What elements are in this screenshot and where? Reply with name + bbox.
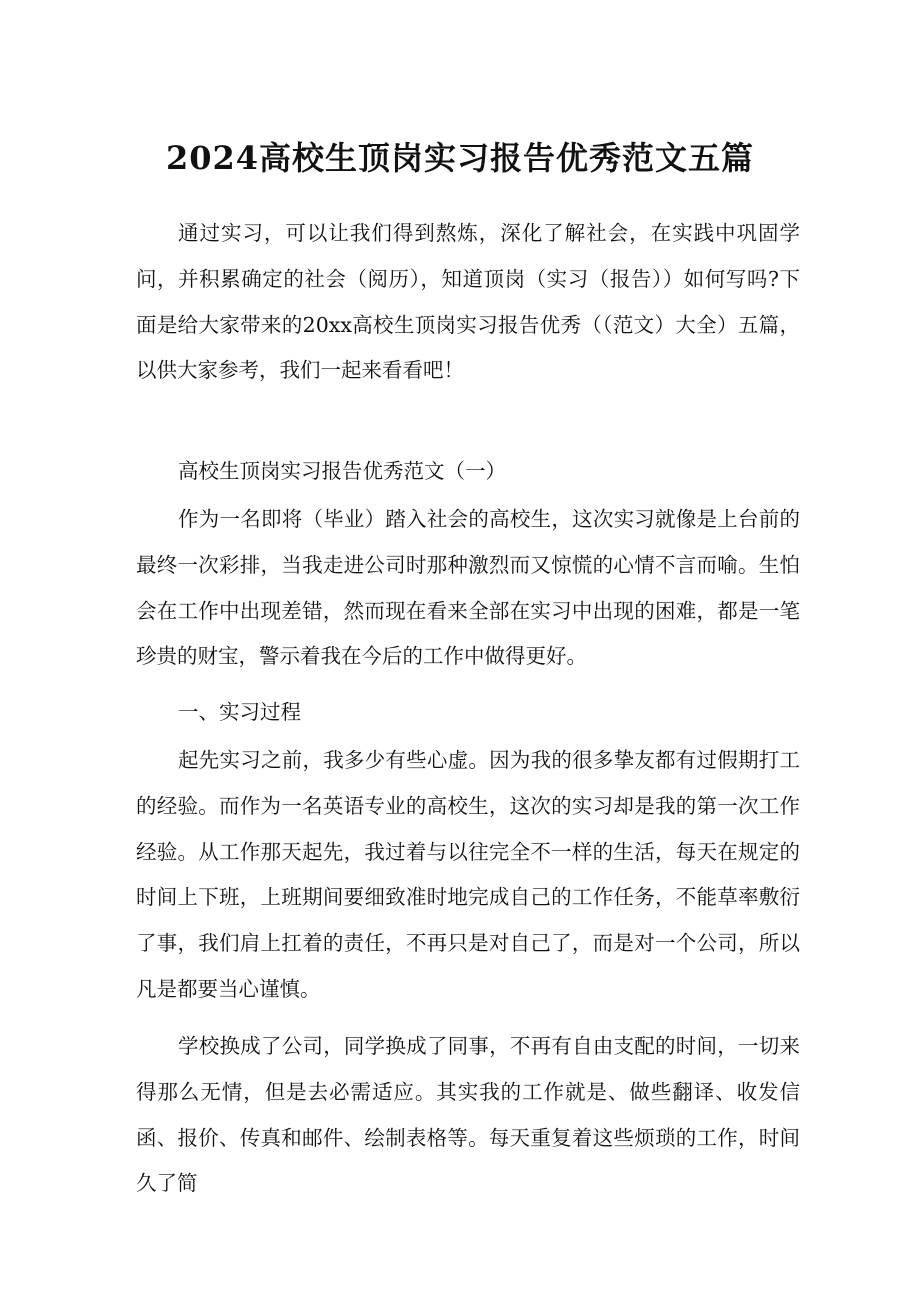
body-paragraph-3: 学校换成了公司，同学换成了同事，不再有自由支配的时间，一切来得那么无情，但是去必需适应。其实我的工作就是、做些翻译、收发信函、报价、传真和邮件、绘制表格等。每天重复着这些烦琐的工作，时间久了简 [136,1034,800,1196]
body-paragraph-2: 起先实习之前，我多少有些心虚。因为我的很多挚友都有过假期打工的经验。而作为一名英语专业的高校生，这次的实习却是我的第一次工作经验。从工作那天起先，我过着与以往完全不一样的生活，每天在规定的时间上下班，上班期间要细致准时地完成自己的工作任务，不能草率敷衍了事，我们肩上扛着的责任，不再只是对自己了，而是对一个公司，所以凡是都要当心谨慎。 [136,748,800,1001]
body-paragraph-1: 作为一名即将（毕业）踏入社会的高校生，这次实习就像是上台前的最终一次彩排，当我走进公司时那种激烈而又惊慌的心情不言而喻。生怕会在工作中出现差错，然而现在看来全部在实习中出现的困难，都是一笔珍贵的财宝，警示着我在今后的工作中做得更好。 [136,507,800,669]
subheading-practice-process: 一、实习过程 [178,700,301,724]
section-heading: 高校生顶岗实习报告优秀范文（一） [178,459,506,483]
document-title: 2024高校生顶岗实习报告优秀范文五篇 [165,139,755,177]
intro-paragraph: 通过实习，可以让我们得到熬炼，深化了解社会，在实践中巩固学问，并积累确定的社会（阅历），知道顶岗（实习（报告））如何写吗?下面是给大家带来的20xx高校生顶岗实习报告优秀（（范文）大全）五篇，以供大家参考，我们一起来看看吧！ [136,221,800,383]
